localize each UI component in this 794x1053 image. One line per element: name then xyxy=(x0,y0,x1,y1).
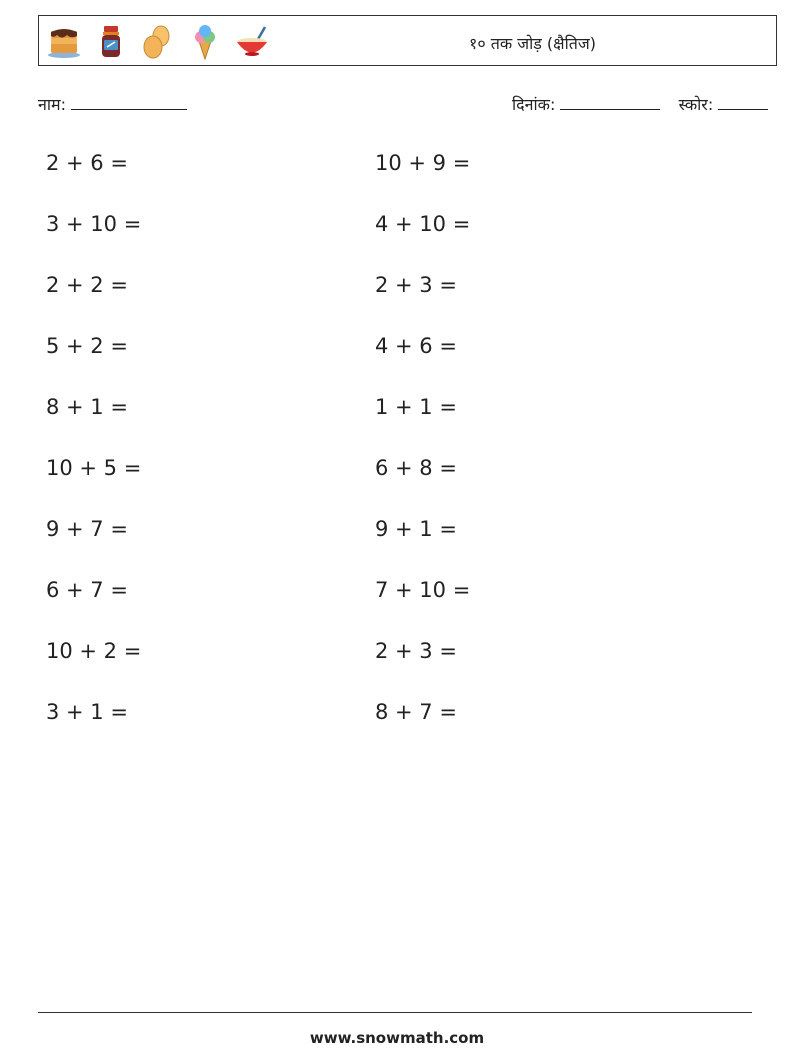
problem-11: 10 + 9 = xyxy=(375,151,471,175)
worksheet-header xyxy=(38,15,777,66)
name-blank[interactable] xyxy=(71,95,187,110)
problem-row xyxy=(46,697,746,758)
problem-row xyxy=(46,514,746,575)
name-field xyxy=(38,93,187,115)
cake-icon xyxy=(45,23,83,61)
problem-19: 2 + 3 = xyxy=(375,639,457,663)
problem-20: 8 + 7 = xyxy=(375,700,457,724)
problem-16: 6 + 8 = xyxy=(375,456,457,480)
problem-10: 3 + 1 = xyxy=(46,700,128,724)
eggs-icon xyxy=(139,23,177,61)
problem-9: 10 + 2 = xyxy=(46,639,142,663)
problem-4: 5 + 2 = xyxy=(46,334,128,358)
footer-divider xyxy=(38,1012,752,1013)
score-blank[interactable] xyxy=(718,95,768,110)
date-blank[interactable] xyxy=(560,95,660,110)
problem-8: 6 + 7 = xyxy=(46,578,128,602)
problem-7: 9 + 7 = xyxy=(46,517,128,541)
problem-row xyxy=(46,209,746,270)
problem-row xyxy=(46,331,746,392)
problem-1: 2 + 6 = xyxy=(46,151,128,175)
problem-row xyxy=(46,270,746,331)
problem-row xyxy=(46,392,746,453)
problem-6: 10 + 5 = xyxy=(46,456,142,480)
worksheet-title: १० तक जोड़ (क्षैतिज) xyxy=(469,34,596,53)
problem-grid xyxy=(46,148,746,758)
problem-17: 9 + 1 = xyxy=(375,517,457,541)
problem-5: 8 + 1 = xyxy=(46,395,128,419)
problem-row xyxy=(46,148,746,209)
problem-row xyxy=(46,636,746,697)
porridge-bowl-icon xyxy=(233,23,271,61)
problem-row xyxy=(46,453,746,514)
problem-3: 2 + 2 = xyxy=(46,273,128,297)
name-label: नाम: xyxy=(38,95,66,114)
problem-2: 3 + 10 = xyxy=(46,212,142,236)
date-score-field xyxy=(512,93,768,115)
problem-15: 1 + 1 = xyxy=(375,395,457,419)
problem-14: 4 + 6 = xyxy=(375,334,457,358)
problem-18: 7 + 10 = xyxy=(375,578,471,602)
jam-jar-icon xyxy=(92,23,130,61)
problem-row xyxy=(46,575,746,636)
problem-13: 2 + 3 = xyxy=(375,273,457,297)
score-label: स्कोर: xyxy=(678,95,714,114)
problem-12: 4 + 10 = xyxy=(375,212,471,236)
ice-cream-icon xyxy=(186,23,224,61)
food-icons xyxy=(45,22,280,62)
footer-url[interactable]: www.snowmath.com xyxy=(309,1029,485,1047)
date-label: दिनांक: xyxy=(512,95,556,114)
